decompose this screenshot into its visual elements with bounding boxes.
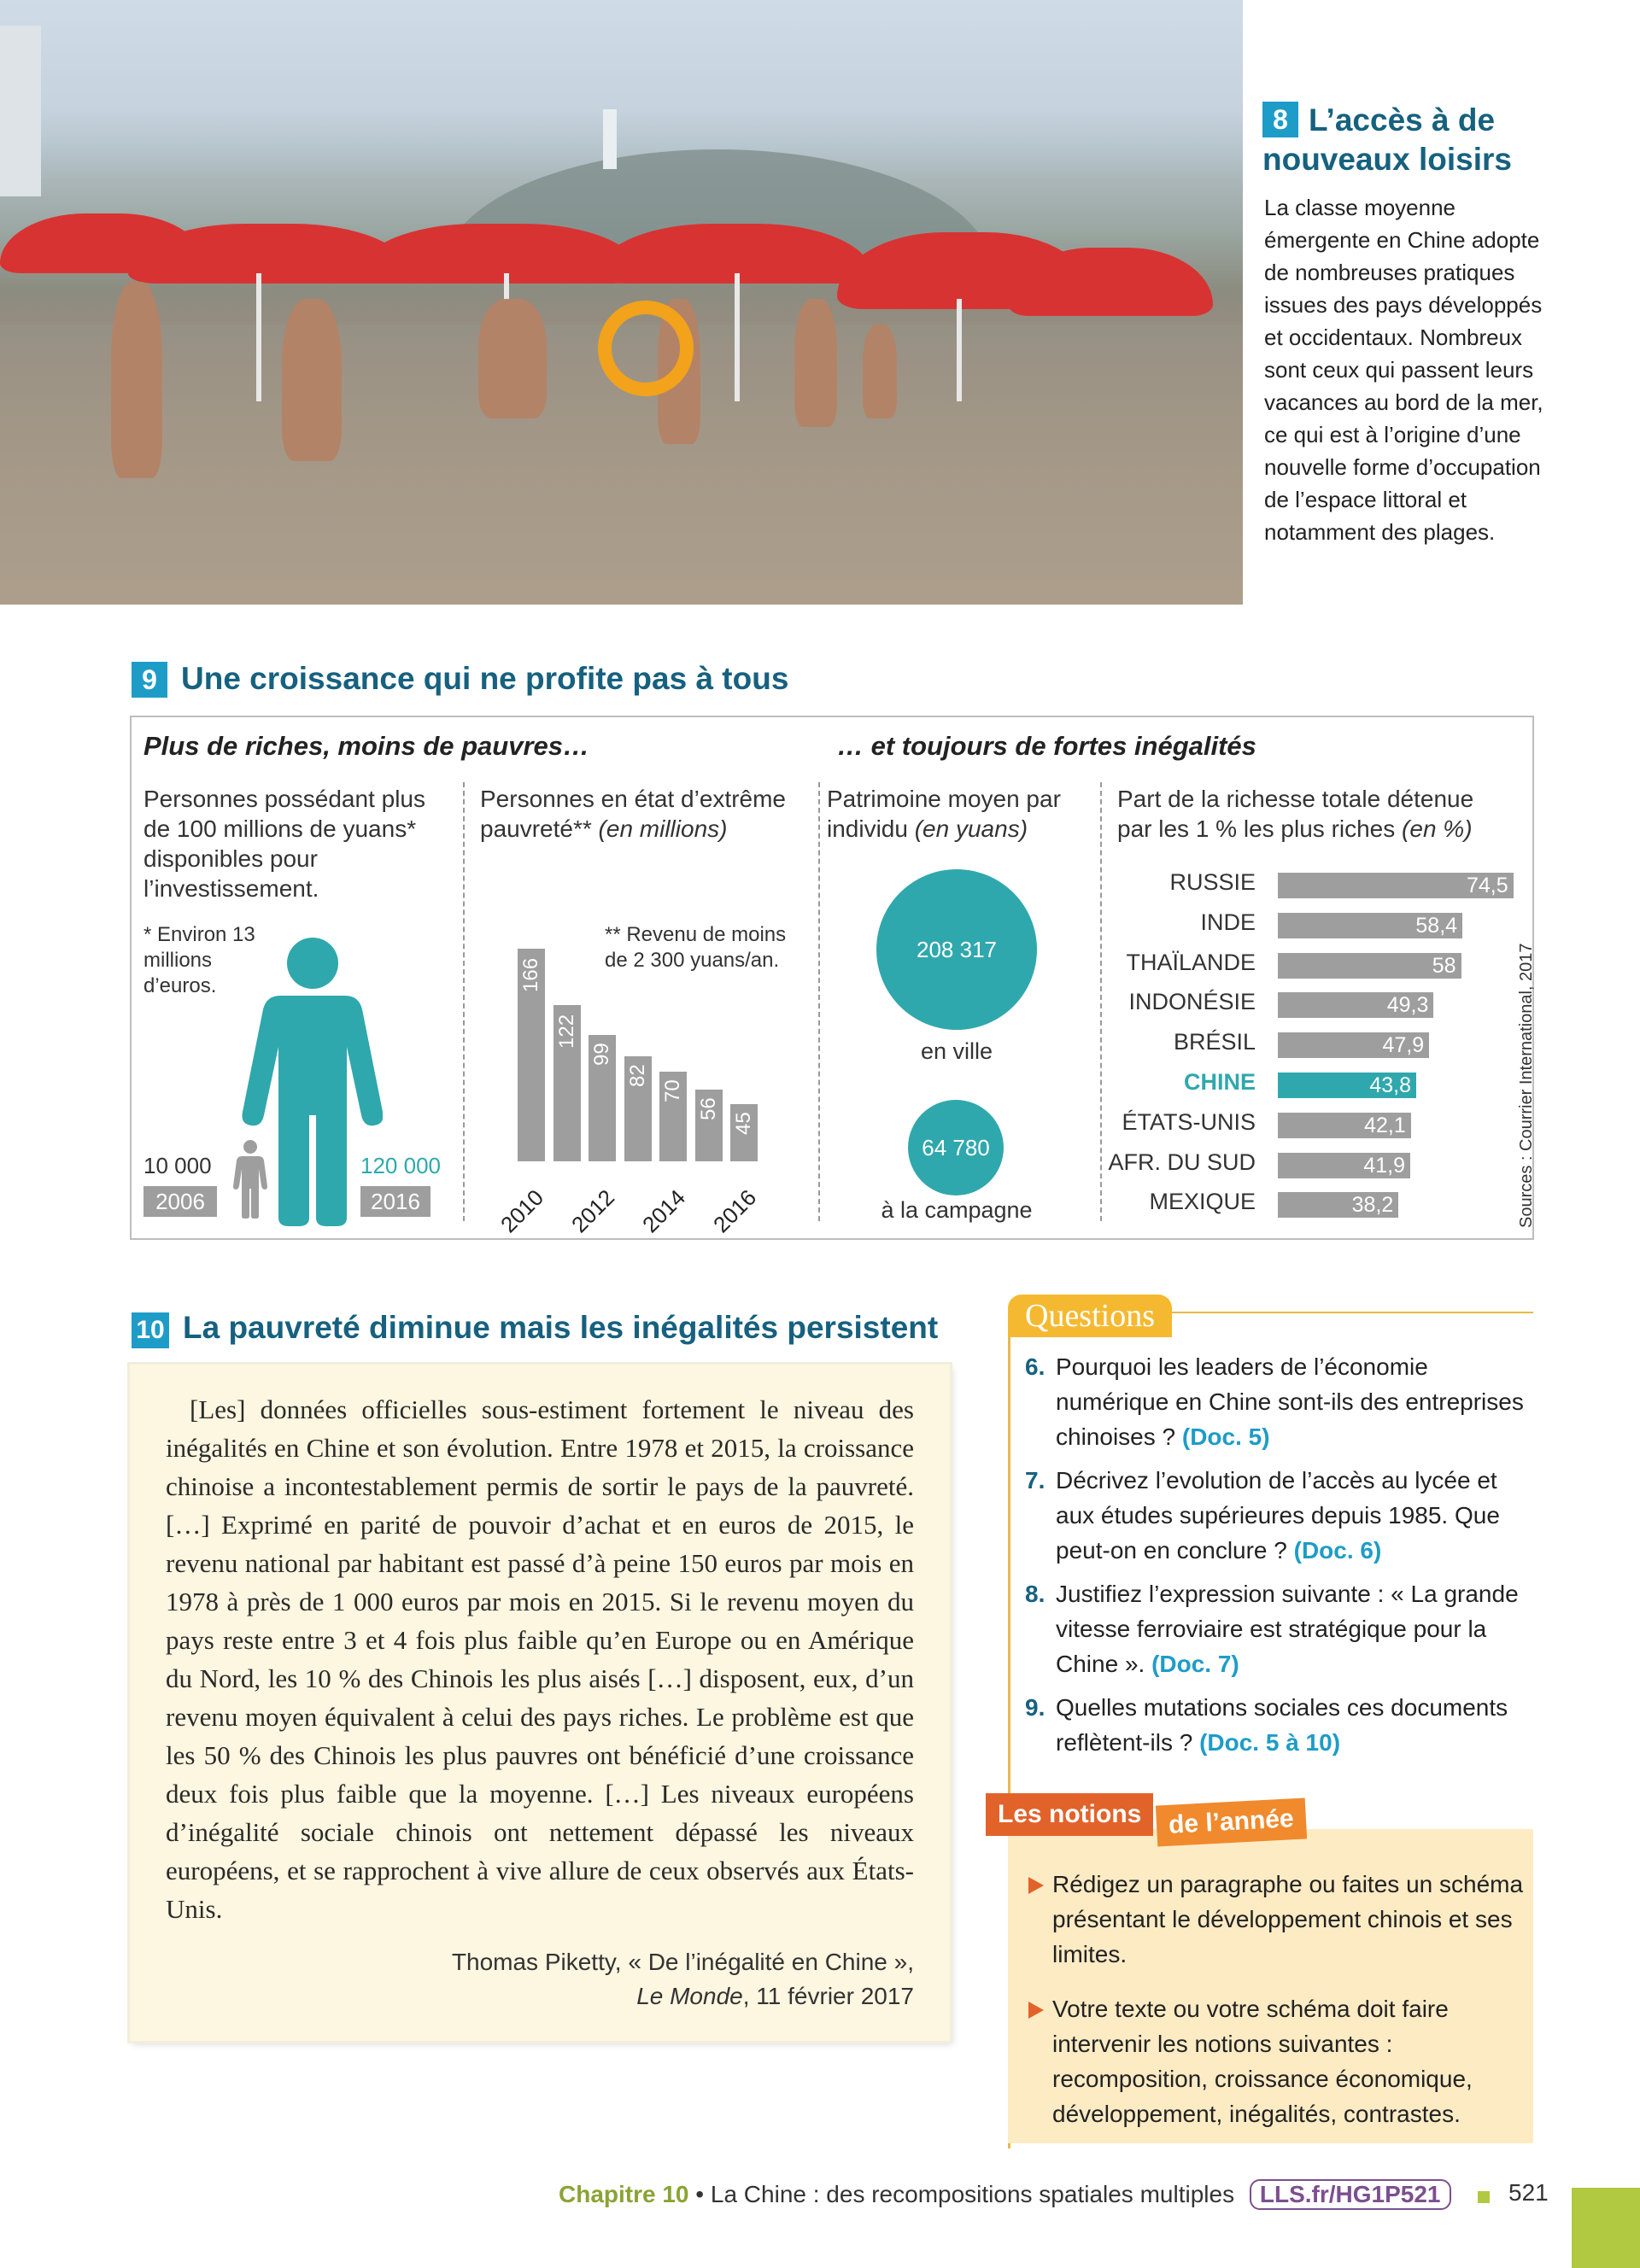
question-item: 7. Décrivez l’evolution de l’accès au lycée et aux études supérieures depuis 1985. Que peut-on en conclure ? (Doc. 6): [1025, 1467, 1500, 1564]
page-number: 521: [1508, 2179, 1549, 2206]
column-divider: [463, 782, 465, 1221]
wealth-share-bar: [1278, 953, 1461, 979]
year-label-2006: 2006: [144, 1186, 217, 1217]
poverty-bar-value: 45: [732, 1111, 755, 1135]
quote-source: [256, 1945, 914, 2014]
value-2016: 120 000: [360, 1153, 441, 1178]
doc9-title-text: Une croissance qui ne profite pas à tous: [181, 661, 789, 696]
footer-chapter-title: La Chine : des recompositions spatiales multiples: [710, 2181, 1235, 2207]
arrow-icon: [1028, 1877, 1044, 1894]
poverty-bar-value: 82: [625, 1064, 649, 1087]
beach-photo: [0, 0, 1243, 605]
wealth-share-value: 38,2: [1351, 1193, 1394, 1218]
page-marker: [1478, 2191, 1490, 2203]
footer-chapter: Chapitre 10: [559, 2181, 689, 2207]
wealth-share-value: 49,3: [1386, 993, 1429, 1018]
value-2006: 10 000: [144, 1153, 212, 1178]
arrow-icon: [1028, 2002, 1044, 2019]
quote-source-publication: Le Monde: [636, 1983, 743, 2009]
poverty-bar-value: 70: [661, 1079, 684, 1102]
col1-note: * Environ 13 millions d’euros.: [144, 923, 255, 997]
wealth-share-value: 74,5: [1466, 874, 1508, 897]
poverty-year-label: 2012: [566, 1184, 620, 1238]
wealth-share-value: 58,4: [1415, 913, 1458, 938]
doc9-left-heading: Plus de riches, moins de pauvres…: [144, 731, 590, 761]
col4-heading: Part de la richesse totale détenue par les 1 % les plus riches (en %): [1117, 786, 1474, 842]
doc9-title: [132, 661, 788, 698]
corner-tab: [1572, 2188, 1640, 2268]
wealth-share-bar: [1278, 992, 1433, 1018]
question-item: 8. Justifiez l’expression suivante : « La grande vitesse ferroviaire est stratégique pour la Chine ». (Doc. 7): [1025, 1581, 1519, 1677]
doc10-title-text: La pauvreté diminue mais les inégalités persistent: [183, 1310, 939, 1345]
doc8-number: 8: [1262, 102, 1298, 137]
doc8-caption: La classe moyenne émergente en Chine adopte de nombreuses pratiques issues des pays développés et occidentaux. Nombreux sont ceux qui passent leurs vacances au bord de la mer, ce qui est à l’origine d’une nouvelle forme d’occupation de l’espace littoral et notamment des plages.: [1264, 195, 1543, 545]
circle-city-label: en ville: [920, 1038, 993, 1064]
country-label: INDE: [1200, 909, 1256, 935]
wealth-share-bar: [1278, 1192, 1398, 1218]
wealth-share-bar: [1278, 1153, 1410, 1178]
col3-heading: Patrimoine moyen par individu (en yuans): [827, 786, 1061, 842]
poverty-year-label: 2010: [495, 1184, 549, 1238]
poverty-bar-value: 99: [590, 1042, 613, 1066]
wealth-share-value: 58: [1432, 953, 1456, 978]
doc10-title: [132, 1310, 938, 1348]
notion-item: Votre texte ou votre schéma doit faire intervenir les notions suivantes : recomposition, croissance économique, développement, inégalités, contrastes.: [1028, 1991, 1539, 2131]
question-item: 6. Pourquoi les leaders de l’économie numérique en Chine sont-ils des entreprises chinoises ? (Doc. 5): [1025, 1353, 1524, 1450]
country-label: AFR. DU SUD: [1108, 1149, 1256, 1175]
column-divider: [818, 782, 820, 1221]
quote-source-date: , 11 février 2017: [742, 1983, 914, 2009]
country-label: MEXIQUE: [1149, 1189, 1256, 1215]
person-pictogram-small: [233, 1139, 267, 1219]
questions-list: [1025, 1349, 1538, 1768]
notion-item: Rédigez un paragraphe ou faites un schéma présentant le développement chinois et ses limites.: [1028, 1867, 1539, 1972]
doc8-title-text: L’accès à de nouveaux loisirs: [1262, 102, 1512, 177]
doc9-right-heading: … et toujours de fortes inégalités: [837, 731, 1256, 761]
doc9-source: Sources : Courrier International, 2017: [1517, 943, 1536, 1228]
wealth-share-value: 43,8: [1369, 1073, 1412, 1097]
circle-countryside-label: à la campagne: [881, 1197, 1033, 1223]
doc8-title: [1262, 101, 1621, 179]
country-label: THAÏLANDE: [1126, 949, 1256, 975]
notions-tag: Les notions: [986, 1793, 1153, 1836]
country-label: BRÉSIL: [1173, 1029, 1256, 1055]
wealth-share-bar: [1278, 1032, 1429, 1058]
circle-city-value: 208 317: [876, 869, 1037, 1030]
poverty-bar-value: 166: [519, 957, 542, 992]
question-item: 9. Quelles mutations sociales ces documents reflètent-ils ? (Doc. 5 à 10): [1025, 1694, 1508, 1756]
doc10-number: 10: [132, 1312, 169, 1348]
wealth-share-bar: [1278, 1113, 1411, 1138]
wealth-share-bar: [1278, 913, 1462, 938]
country-label: CHINE: [1183, 1069, 1256, 1095]
notions-year-tag: de l’année: [1156, 1797, 1307, 1846]
piketty-quote: [Les] données officielles sous-estiment fortement le niveau des inégalités en Chine et son évolution. Entre 1978 et 2015, la croissance chinoise a incontestablement permis de sortir le pays de la pauvreté. […] Exprimé en parité de pouvoir d’achat et en euros de 2015, le revenu national par habitant est passé d’à peine 150 euros par mois en 1978 à près de 1 000 euros par mois en 2015. Si le revenu moyen du pays reste entre 3 et 4 fois plus faible qu’en Europe ou en Amérique du Nord, les 10 % des Chinois les plus aisés […] disposent, eux, d’un revenu moyen équivalent à celui des pays riches. Le problème est que les 50 % des Chinois les plus pauvres ont bénéficié d’une croissance deux fois plus faible que la moyenne. […] Les niveaux européens d’inégalité sociale chinois ont nettement dépassé les niveaux européens, et se rapprochent à vive allure de ceux observés aux États-Unis.: [166, 1394, 914, 1924]
page-footer: Chapitre 10 • La Chine : des recompositions spatiales multiples LLS.fr/HG1P521: [559, 2179, 1451, 2210]
col2-heading: Personnes en état d’extrême pauvreté** (en millions): [480, 786, 786, 842]
country-label: RUSSIE: [1169, 869, 1256, 895]
poverty-year-label: 2016: [708, 1184, 762, 1238]
country-label: INDONÉSIE: [1128, 989, 1256, 1015]
poverty-year-label: 2014: [637, 1184, 691, 1238]
country-label: ÉTATS-UNIS: [1122, 1108, 1256, 1135]
year-label-2016: 2016: [360, 1186, 430, 1217]
circle-countryside-value: 64 780: [908, 1100, 1004, 1195]
wealth-share-value: 41,9: [1363, 1153, 1406, 1178]
wealth-share-bar: [1278, 1073, 1416, 1098]
col2-note: ** Revenu de moins de 2 300 yuans/an.: [605, 923, 787, 972]
doc9-number: 9: [132, 662, 167, 698]
quote-source-author: Thomas Piketty, « De l’inégalité en Chine »,: [451, 1949, 914, 1975]
poverty-bar-value: 122: [554, 1014, 578, 1049]
footer-link[interactable]: LLS.fr/HG1P521: [1250, 2179, 1451, 2210]
wealth-share-value: 42,1: [1364, 1113, 1406, 1137]
wealth-share-bar: [1278, 873, 1514, 898]
wealth-share-value: 47,9: [1382, 1033, 1425, 1058]
col1-heading: Personnes possédant plus de 100 millions de yuans* disponibles pour l’investissement.: [144, 786, 425, 902]
poverty-bar-value: 56: [696, 1097, 720, 1120]
questions-tab: Questions: [1008, 1295, 1172, 1337]
